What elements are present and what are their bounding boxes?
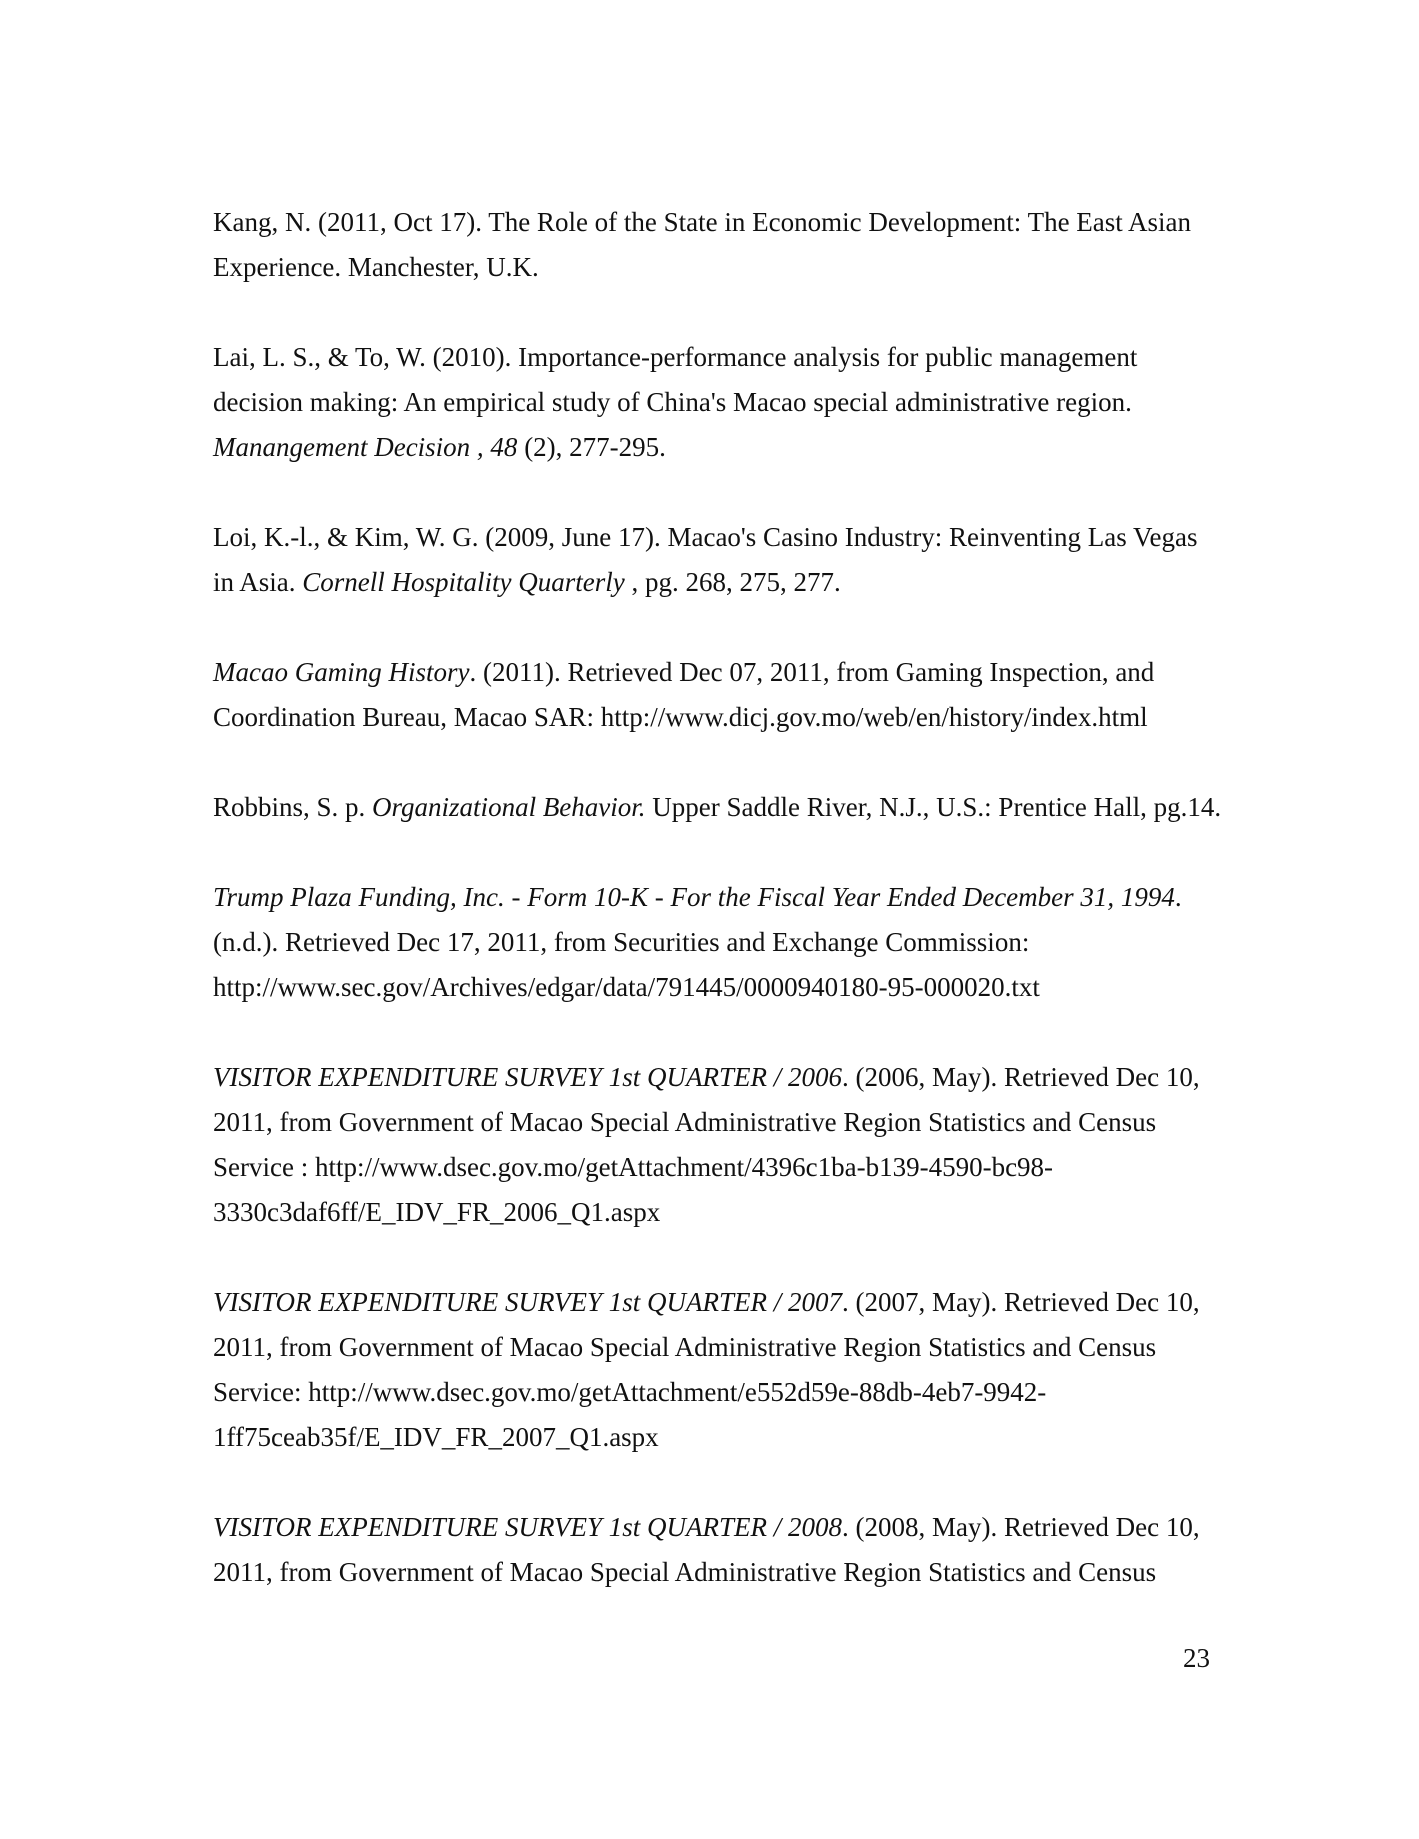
reference-line bbox=[213, 245, 1213, 290]
reference-text: 1ff75ceab35f/E_IDV_FR_2007_Q1.aspx bbox=[213, 1422, 659, 1452]
reference-line bbox=[213, 200, 1213, 245]
reference-text: Coordination Bureau, Macao SAR: http://www.dicj.gov.mo/web/en/history/index.html bbox=[213, 702, 1148, 732]
reference-text: Service: http://www.dsec.gov.mo/getAttachment/e552d59e-88db-4eb7-9942- bbox=[213, 1377, 1047, 1407]
reference-line bbox=[213, 1505, 1213, 1550]
reference-italic-text: Manangement Decision , 48 bbox=[213, 432, 518, 462]
reference-line bbox=[213, 380, 1213, 425]
reference-text: http://www.sec.gov/Archives/edgar/data/791445/0000940180-95-000020.txt bbox=[213, 972, 1040, 1002]
reference-italic-text: VISITOR EXPENDITURE SURVEY 1st QUARTER / 2006 bbox=[213, 1062, 842, 1092]
reference-list bbox=[213, 200, 1222, 1640]
reference-line bbox=[213, 650, 1213, 695]
reference-text: Robbins, S. p. bbox=[213, 792, 373, 822]
reference-text: decision making: An empirical study of China's Macao special administrative region. bbox=[213, 387, 1132, 417]
reference-text: 2011, from Government of Macao Special Administrative Region Statistics and Census bbox=[213, 1332, 1157, 1362]
reference-italic-text: Trump Plaza Funding, Inc. - Form 10-K - For the Fiscal Year Ended December 31, 1994 bbox=[213, 882, 1175, 912]
reference-line bbox=[213, 1550, 1213, 1595]
reference-entry bbox=[213, 650, 1213, 740]
reference-text: 2011, from Government of Macao Special Administrative Region Statistics and Census bbox=[213, 1557, 1157, 1587]
reference-entry bbox=[213, 515, 1213, 605]
reference-text: 2011, from Government of Macao Special Administrative Region Statistics and Census bbox=[213, 1107, 1157, 1137]
reference-line bbox=[213, 1280, 1213, 1325]
reference-line bbox=[213, 1415, 1213, 1460]
reference-line bbox=[213, 425, 1213, 470]
reference-line bbox=[213, 515, 1213, 560]
reference-text: in Asia. bbox=[213, 567, 303, 597]
reference-text: Experience. Manchester, U.K. bbox=[213, 252, 539, 282]
reference-text: (2), 277-295. bbox=[517, 432, 666, 462]
reference-text: , pg. 268, 275, 277. bbox=[624, 567, 841, 597]
reference-italic-text: Cornell Hospitality Quarterly bbox=[302, 567, 625, 597]
reference-entry bbox=[213, 1505, 1213, 1595]
reference-italic-text: VISITOR EXPENDITURE SURVEY 1st QUARTER / 2008 bbox=[213, 1512, 842, 1542]
reference-text: . (2008, May). Retrieved Dec 10, bbox=[841, 1512, 1200, 1542]
reference-line bbox=[213, 920, 1213, 965]
reference-text: Loi, K.-l., & Kim, W. G. (2009, June 17). Macao's Casino Industry: Reinventing Las Vegas bbox=[213, 522, 1198, 552]
page-number: 23 bbox=[1183, 1643, 1210, 1673]
reference-italic-text: Organizational Behavior. bbox=[372, 792, 646, 822]
reference-line bbox=[213, 965, 1213, 1010]
reference-line bbox=[213, 560, 1213, 605]
reference-line bbox=[213, 1145, 1213, 1190]
reference-text: Lai, L. S., & To, W. (2010). Importance-performance analysis for public management bbox=[213, 342, 1138, 372]
reference-line bbox=[213, 875, 1213, 920]
reference-line bbox=[213, 1325, 1213, 1370]
reference-entry bbox=[213, 200, 1213, 290]
reference-line bbox=[213, 1100, 1213, 1145]
reference-line bbox=[213, 1190, 1213, 1235]
reference-line bbox=[213, 335, 1213, 380]
reference-entry bbox=[213, 785, 1222, 830]
reference-line bbox=[213, 1370, 1213, 1415]
reference-line bbox=[213, 1055, 1213, 1100]
reference-entry bbox=[213, 335, 1213, 470]
reference-line bbox=[213, 785, 1222, 830]
reference-text: Upper Saddle River, N.J., U.S.: Prentice Hall, pg.14. bbox=[645, 792, 1222, 822]
reference-text: . (2011). Retrieved Dec 07, 2011, from Gaming Inspection, and bbox=[469, 657, 1155, 687]
reference-text: . (2006, May). Retrieved Dec 10, bbox=[841, 1062, 1200, 1092]
reference-entry bbox=[213, 875, 1213, 1010]
reference-text: 3330c3daf6ff/E_IDV_FR_2006_Q1.aspx bbox=[213, 1197, 661, 1227]
reference-text: . (2007, May). Retrieved Dec 10, bbox=[841, 1287, 1200, 1317]
reference-line bbox=[213, 695, 1213, 740]
reference-italic-text: VISITOR EXPENDITURE SURVEY 1st QUARTER / 2007 bbox=[213, 1287, 842, 1317]
reference-entry bbox=[213, 1280, 1213, 1460]
reference-italic-text: Macao Gaming History bbox=[213, 657, 470, 687]
reference-entry bbox=[213, 1055, 1213, 1235]
reference-text: (n.d.). Retrieved Dec 17, 2011, from Securities and Exchange Commission: bbox=[213, 927, 1030, 957]
reference-text: Service : http://www.dsec.gov.mo/getAttachment/4396c1ba-b139-4590-bc98- bbox=[213, 1152, 1054, 1182]
reference-text: Kang, N. (2011, Oct 17). The Role of the State in Economic Development: The East Asian bbox=[213, 207, 1192, 237]
reference-text: . bbox=[1174, 882, 1182, 912]
